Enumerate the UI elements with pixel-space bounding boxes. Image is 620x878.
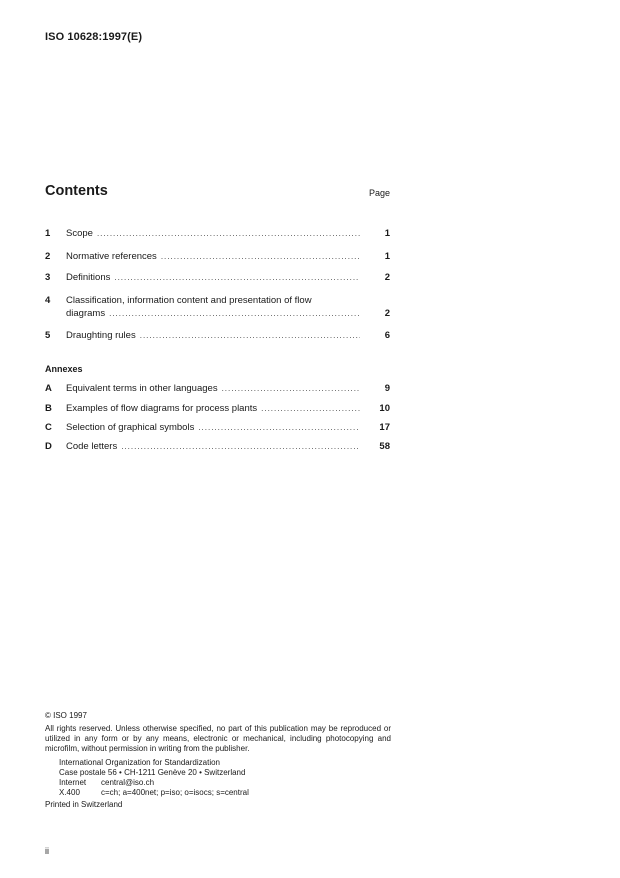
toc-entry-page: 9 xyxy=(384,383,390,394)
page-number: ii xyxy=(45,846,49,856)
toc-entry-title: diagrams xyxy=(66,308,106,319)
toc-entry-title: Examples of flow diagrams for process plants xyxy=(66,403,258,414)
toc-entry-number: C xyxy=(45,422,52,433)
toc-annex-b[interactable] xyxy=(45,402,390,415)
toc-entry-page: 6 xyxy=(384,330,390,341)
toc-entry-page: 1 xyxy=(384,228,390,239)
toc-entry-page: 2 xyxy=(384,308,390,319)
toc-entry-number: 5 xyxy=(45,330,51,341)
toc-leader-dots xyxy=(114,271,360,284)
toc-entry-page: 1 xyxy=(384,251,390,262)
toc-leader-dots xyxy=(261,402,360,415)
toc-leader-dots xyxy=(140,329,360,342)
organization-name: International Organization for Standardization xyxy=(59,758,220,767)
toc-entry-number: 1 xyxy=(45,228,51,239)
toc-entry-page: 17 xyxy=(379,422,390,433)
contents-heading: Contents xyxy=(45,183,108,199)
toc-entry-page: 10 xyxy=(379,403,390,414)
toc-entry-title: Draughting rules xyxy=(66,330,136,341)
toc-entry-classification[interactable] xyxy=(45,294,390,320)
toc-entry-number: B xyxy=(45,403,52,414)
toc-annex-c[interactable] xyxy=(45,421,390,434)
toc-annex-a[interactable] xyxy=(45,382,390,395)
toc-leader-dots xyxy=(121,440,360,453)
toc-entry-number: 4 xyxy=(45,295,51,306)
copyright-block xyxy=(45,711,391,810)
toc-entry-title-line1: Classification, information content and presentation of flow xyxy=(66,295,312,306)
toc-entry-title: Scope xyxy=(66,228,93,239)
toc-leader-dots xyxy=(198,421,360,434)
printed-in: Printed in Switzerland xyxy=(45,800,123,809)
toc-entry-draughting-rules[interactable] xyxy=(45,329,390,342)
copyright-notice: © ISO 1997 xyxy=(45,711,87,720)
internet-row xyxy=(59,778,391,788)
toc-entry-title: Definitions xyxy=(66,272,111,283)
rights-statement: All rights reserved. Unless otherwise specified, no part of this publication may be reproduced or utilized in any form or by any means, electronic or mechanical, including photocopying and microfilm, without permission in writing from the publisher. xyxy=(45,724,391,753)
toc-entry-number: 2 xyxy=(45,251,51,262)
x400-label: X.400 xyxy=(59,788,80,797)
toc-entry-number: 3 xyxy=(45,272,51,283)
toc-entry-number: D xyxy=(45,441,52,452)
toc-entry-definitions[interactable] xyxy=(45,271,390,284)
toc-entry-scope[interactable] xyxy=(45,227,390,240)
toc-entry-page: 2 xyxy=(384,272,390,283)
toc-annex-d[interactable] xyxy=(45,440,390,453)
internet-label: Internet xyxy=(59,778,87,787)
toc-leader-dots xyxy=(109,307,360,320)
toc-entry-title: Equivalent terms in other languages xyxy=(66,383,218,394)
publisher-address xyxy=(59,758,391,798)
internet-email[interactable]: central@iso.ch xyxy=(101,778,155,787)
toc-entry-number: A xyxy=(45,383,52,394)
x400-row xyxy=(59,788,391,798)
annexes-heading: Annexes xyxy=(45,364,83,374)
page-column-heading: Page xyxy=(369,188,391,198)
toc-entry-page: 58 xyxy=(379,441,390,452)
postal-address: Case postale 56 • CH-1211 Genève 20 • Switzerland xyxy=(59,768,246,777)
toc-entry-title: Normative references xyxy=(66,251,157,262)
toc-leader-dots xyxy=(161,250,360,263)
document-id: ISO 10628:1997(E) xyxy=(45,31,143,43)
toc-entry-title: Code letters xyxy=(66,441,118,452)
toc-entry-title: Selection of graphical symbols xyxy=(66,422,195,433)
x400-address: c=ch; a=400net; p=iso; o=isocs; s=central xyxy=(101,788,249,797)
toc-entry-normative-references[interactable] xyxy=(45,250,390,263)
toc-leader-dots xyxy=(222,382,360,395)
toc-leader-dots xyxy=(97,227,360,240)
